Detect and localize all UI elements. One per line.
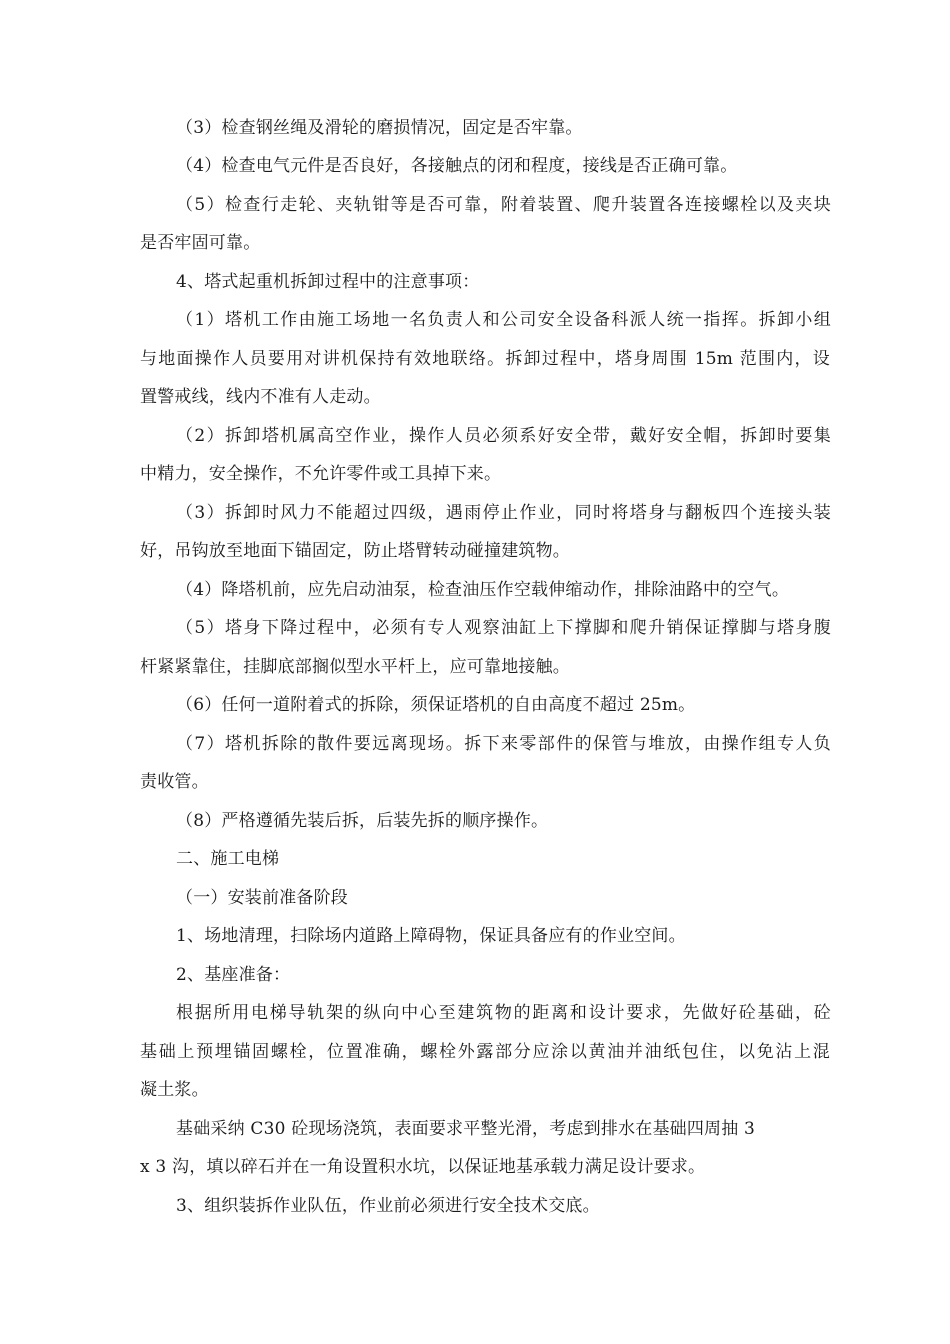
paragraph-line: （3）拆卸时风力不能超过四级，遇雨停止作业，同时将塔身与翻板四个连接头装: [176, 503, 831, 523]
paragraph-line: 与地面操作人员要用对讲机保持有效地联络。拆卸过程中，塔身周围 15m 范围内，设: [140, 349, 830, 369]
paragraph-line: 基础上预埋锚固螺栓，位置准确，螺栓外露部分应涂以黄油并油纸包住，以免沾上混: [140, 1042, 830, 1062]
paragraph-line: （7）塔机拆除的散件要远离现场。拆下来零部件的保管与堆放，由操作组专人负: [176, 734, 831, 754]
section-heading: 4、塔式起重机拆卸过程中的注意事项：: [176, 272, 480, 292]
paragraph-line: 好，吊钩放至地面下锚固定，防止塔臂转动碰撞建筑物。: [140, 541, 570, 561]
paragraph-line: （3）检查钢丝绳及滑轮的磨损情况，固定是否牢靠。: [176, 118, 583, 138]
paragraph-line: x 3 沟，填以碎石并在一角设置积水坑，以保证地基承载力满足设计要求。: [140, 1157, 706, 1177]
paragraph-line: 责收管。: [140, 772, 209, 792]
paragraph-line: （1）塔机工作由施工场地一名负责人和公司安全设备科派人统一指挥。拆卸小组: [176, 310, 831, 330]
paragraph-line: 是否牢固可靠。: [140, 233, 261, 253]
paragraph-line: 置警戒线，线内不准有人走动。: [140, 387, 381, 407]
paragraph-line: （5）塔身下降过程中，必须有专人观察油缸上下撑脚和爬升销保证撑脚与塔身腹: [176, 618, 831, 638]
paragraph-line: （8）严格遵循先装后拆，后装先拆的顺序操作。: [176, 811, 549, 831]
paragraph-line: （5）检查行走轮、夹轨钳等是否可靠，附着装置、爬升装置各连接螺栓以及夹块: [176, 195, 831, 215]
section-heading: 二、施工电梯: [176, 849, 280, 869]
paragraph-line: 根据所用电梯导轨架的纵向中心至建筑物的距离和设计要求，先做好砼基础，砼: [176, 1003, 831, 1023]
paragraph-line: 2、基座准备：: [176, 965, 291, 985]
paragraph-line: 1、场地清理，扫除场内道路上障碍物，保证具备应有的作业空间。: [176, 926, 686, 946]
paragraph-line: （6）任何一道附着式的拆除，须保证塔机的自由高度不超过 25m。: [176, 695, 696, 715]
paragraph-line: 中精力，安全操作，不允许零件或工具掉下来。: [140, 464, 502, 484]
paragraph-line: 3、组织装拆作业队伍，作业前必须进行安全技术交底。: [176, 1196, 600, 1216]
paragraph-line: （4）检查电气元件是否良好，各接触点的闭和程度，接线是否正确可靠。: [176, 156, 738, 176]
subsection-heading: （一）安装前准备阶段: [176, 888, 348, 908]
paragraph-line: （2）拆卸塔机属高空作业，操作人员必须系好安全带，戴好安全帽，拆卸时要集: [176, 426, 831, 446]
paragraph-line: 杆紧紧靠住，挂脚底部搁似型水平杆上，应可靠地接触。: [140, 657, 570, 677]
paragraph-line: （4）降塔机前，应先启动油泵，检查油压作空载伸缩动作，排除油路中的空气。: [176, 580, 790, 600]
paragraph-line: 基础采纳 C30 砼现场浇筑，表面要求平整光滑，考虑到排水在基础四周抽 3: [176, 1119, 756, 1139]
paragraph-line: 凝土浆。: [140, 1080, 209, 1100]
